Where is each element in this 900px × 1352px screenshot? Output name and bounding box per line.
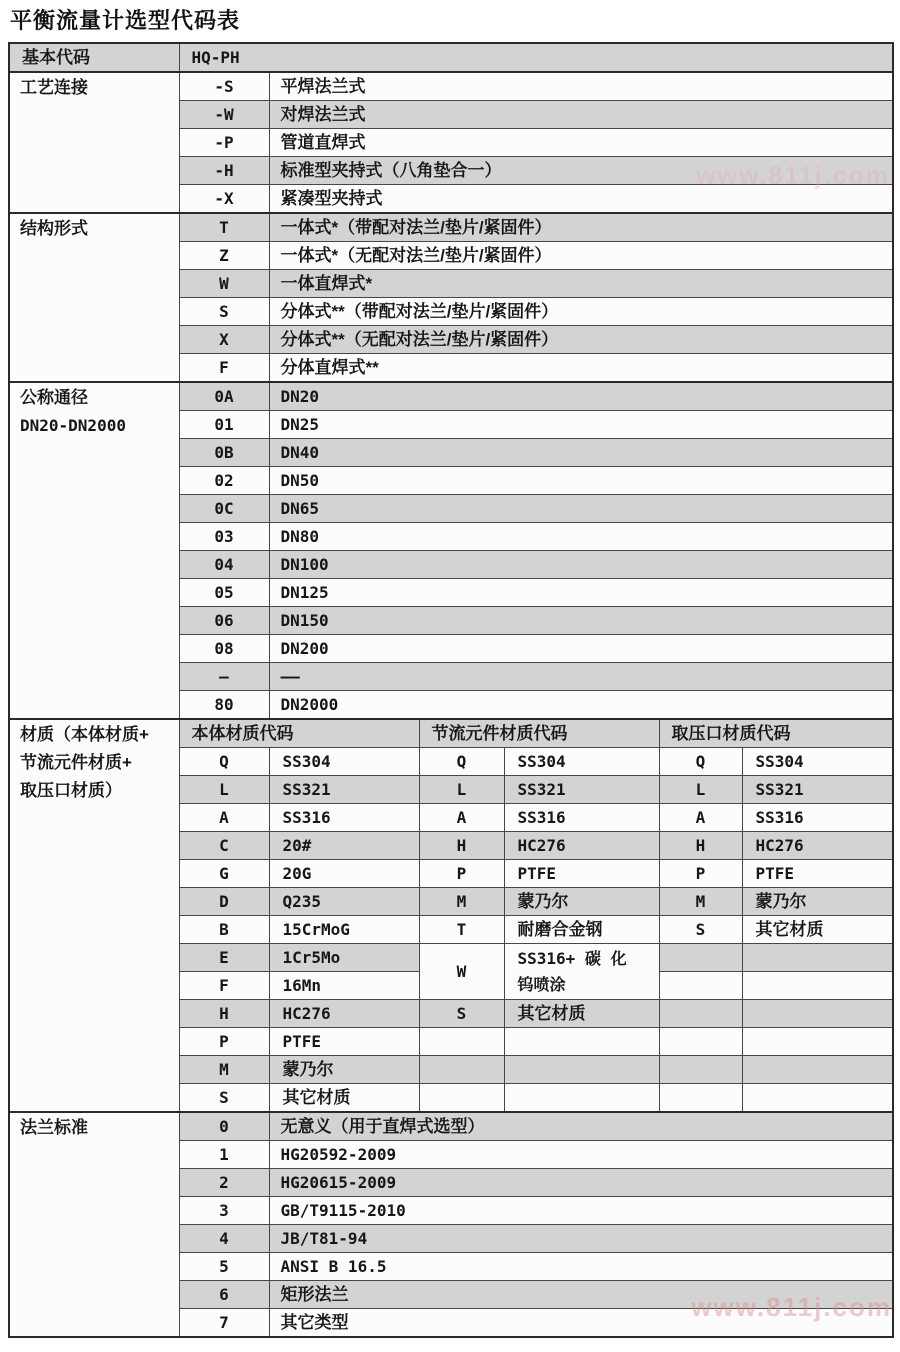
watermark-top: www.811j.com — [696, 162, 890, 190]
section-label-material — [9, 719, 179, 1112]
code-cell: 7 — [179, 1309, 269, 1338]
material-name-cell: PTFE — [742, 860, 893, 888]
material-name-cell: SS321 — [269, 776, 419, 804]
empty-cell — [419, 1084, 504, 1113]
material-column-header-body: 本体材质代码 — [179, 719, 419, 748]
material-code-cell: S — [179, 1084, 269, 1113]
empty-cell — [419, 1056, 504, 1084]
material-name-cell: SS321 — [742, 776, 893, 804]
material-label-line1: 材质（本体材质+ — [20, 725, 149, 744]
code-cell: 02 — [179, 467, 269, 495]
table-row — [9, 719, 893, 748]
material-code-cell: E — [179, 944, 269, 972]
material-name-cell: 20G — [269, 860, 419, 888]
section-label-flange-standard: 法兰标准 — [9, 1112, 179, 1337]
material-name-cell: 蒙乃尔 — [504, 888, 659, 916]
desc-cell: DN200 — [269, 635, 893, 663]
material-name-cell: SS316 — [742, 804, 893, 832]
desc-cell: DN65 — [269, 495, 893, 523]
table-row — [9, 382, 893, 411]
desc-cell: DN25 — [269, 411, 893, 439]
material-name-cell: 其它材质 — [504, 1000, 659, 1028]
material-code-cell: B — [179, 916, 269, 944]
watermark-bottom: www.811j.com — [691, 1292, 892, 1322]
material-name-cell: SS316 — [504, 804, 659, 832]
material-code-cell: S — [659, 916, 742, 944]
material-code-cell: Q — [179, 748, 269, 776]
code-cell: 80 — [179, 691, 269, 720]
material-code-cell: P — [419, 860, 504, 888]
desc-cell: 一体式*（带配对法兰/垫片/紧固件） — [269, 213, 893, 242]
material-name-line1: SS316+ 碳 化 — [517, 948, 627, 968]
material-column-header-tap: 取压口材质代码 — [659, 719, 893, 748]
desc-cell: DN50 — [269, 467, 893, 495]
material-code-cell: T — [419, 916, 504, 944]
desc-cell: 分体直焊式** — [269, 354, 893, 383]
empty-cell — [742, 1056, 893, 1084]
material-name-cell: 1Cr5Mo — [269, 944, 419, 972]
empty-cell — [659, 1028, 742, 1056]
table-row — [9, 72, 893, 101]
empty-cell — [659, 972, 742, 1000]
code-cell: 01 — [179, 411, 269, 439]
desc-cell: DN20 — [269, 382, 893, 411]
material-name-cell: 其它材质 — [742, 916, 893, 944]
material-code-cell: Q — [659, 748, 742, 776]
desc-cell: 一体式*（无配对法兰/垫片/紧固件） — [269, 242, 893, 270]
material-name-line2: 钨喷涂 — [517, 974, 566, 994]
empty-cell — [504, 1084, 659, 1113]
table-row — [9, 1112, 893, 1141]
material-code-cell: A — [659, 804, 742, 832]
diameter-label-line1: 公称通径 — [20, 388, 88, 407]
material-name-cell: SS304 — [504, 748, 659, 776]
empty-cell — [742, 944, 893, 972]
diameter-label-line2: DN20-DN2000 — [20, 416, 126, 435]
desc-cell: DN100 — [269, 551, 893, 579]
code-cell: 2 — [179, 1169, 269, 1197]
desc-cell: JB/T81-94 — [269, 1225, 893, 1253]
table-row — [9, 213, 893, 242]
code-cell: 0C — [179, 495, 269, 523]
desc-cell: HG20615-2009 — [269, 1169, 893, 1197]
empty-cell — [742, 1084, 893, 1113]
code-cell: 03 — [179, 523, 269, 551]
code-cell: S — [179, 298, 269, 326]
basic-code-value: HQ-PH — [179, 43, 893, 72]
desc-cell: 一体直焊式* — [269, 270, 893, 298]
selection-code-table — [8, 42, 894, 1338]
code-cell: 04 — [179, 551, 269, 579]
material-code-cell: G — [179, 860, 269, 888]
desc-cell: DN125 — [269, 579, 893, 607]
material-name-cell: 20# — [269, 832, 419, 860]
material-name-cell: 蒙乃尔 — [742, 888, 893, 916]
material-name-cell: 16Mn — [269, 972, 419, 1000]
code-cell: 1 — [179, 1141, 269, 1169]
empty-cell — [742, 972, 893, 1000]
desc-cell: 分体式**（带配对法兰/垫片/紧固件） — [269, 298, 893, 326]
material-code-cell: C — [179, 832, 269, 860]
material-code-cell: P — [659, 860, 742, 888]
desc-cell: GB/T9115-2010 — [269, 1197, 893, 1225]
material-code-cell: H — [419, 832, 504, 860]
section-label-nominal-diameter — [9, 382, 179, 719]
desc-cell: —— — [269, 663, 893, 691]
material-code-cell: S — [419, 1000, 504, 1028]
material-code-cell: L — [419, 776, 504, 804]
section-label-process-connection: 工艺连接 — [9, 72, 179, 213]
material-name-cell: HC276 — [504, 832, 659, 860]
material-name-cell — [504, 944, 659, 1000]
desc-cell: DN150 — [269, 607, 893, 635]
table-row — [9, 43, 893, 72]
material-name-cell: 蒙乃尔 — [269, 1056, 419, 1084]
empty-cell — [504, 1028, 659, 1056]
desc-cell: DN2000 — [269, 691, 893, 720]
material-column-header-throttle: 节流元件材质代码 — [419, 719, 659, 748]
desc-cell: 矩形法兰 — [269, 1281, 893, 1309]
code-cell: -X — [179, 185, 269, 214]
empty-cell — [659, 944, 742, 972]
material-code-cell: Q — [419, 748, 504, 776]
code-cell: -S — [179, 72, 269, 101]
code-cell: 4 — [179, 1225, 269, 1253]
desc-cell: 平焊法兰式 — [269, 72, 893, 101]
code-cell: 0A — [179, 382, 269, 411]
code-cell: 0B — [179, 439, 269, 467]
empty-cell — [742, 1028, 893, 1056]
desc-cell: HG20592-2009 — [269, 1141, 893, 1169]
material-code-cell: A — [419, 804, 504, 832]
code-cell: -P — [179, 129, 269, 157]
material-label-line2: 节流元件材质+ — [20, 753, 132, 772]
section-label-basic: 基本代码 — [9, 43, 179, 72]
code-cell: 05 — [179, 579, 269, 607]
material-name-cell: 15CrMoG — [269, 916, 419, 944]
desc-cell: 标准型夹持式（八角垫合一） — [269, 157, 893, 185]
material-code-cell: H — [179, 1000, 269, 1028]
material-name-cell: HC276 — [742, 832, 893, 860]
material-code-cell: L — [179, 776, 269, 804]
desc-cell: DN80 — [269, 523, 893, 551]
code-cell: 0 — [179, 1112, 269, 1141]
empty-cell — [659, 1084, 742, 1113]
code-cell: 6 — [179, 1281, 269, 1309]
desc-cell: ANSI B 16.5 — [269, 1253, 893, 1281]
material-code-cell: W — [419, 944, 504, 1000]
material-name-cell: PTFE — [269, 1028, 419, 1056]
material-code-cell: M — [419, 888, 504, 916]
empty-cell — [504, 1056, 659, 1084]
empty-cell — [419, 1028, 504, 1056]
material-name-cell: SS304 — [742, 748, 893, 776]
material-code-cell: L — [659, 776, 742, 804]
code-cell: W — [179, 270, 269, 298]
material-code-cell: H — [659, 832, 742, 860]
desc-cell: 紧凑型夹持式 — [269, 185, 893, 214]
code-cell: — — [179, 663, 269, 691]
material-name-cell: SS321 — [504, 776, 659, 804]
code-cell: 06 — [179, 607, 269, 635]
material-name-cell: 耐磨合金钢 — [504, 916, 659, 944]
material-name-cell: SS304 — [269, 748, 419, 776]
material-code-cell: F — [179, 972, 269, 1000]
material-name-cell: HC276 — [269, 1000, 419, 1028]
code-cell: -H — [179, 157, 269, 185]
desc-cell: 对焊法兰式 — [269, 101, 893, 129]
material-code-cell: D — [179, 888, 269, 916]
material-name-cell: Q235 — [269, 888, 419, 916]
material-name-cell: 其它材质 — [269, 1084, 419, 1113]
material-code-cell: A — [179, 804, 269, 832]
empty-cell — [659, 1056, 742, 1084]
code-cell: X — [179, 326, 269, 354]
empty-cell — [659, 1000, 742, 1028]
material-name-cell: PTFE — [504, 860, 659, 888]
code-cell: 5 — [179, 1253, 269, 1281]
code-cell: Z — [179, 242, 269, 270]
desc-cell: DN40 — [269, 439, 893, 467]
material-name-cell: SS316 — [269, 804, 419, 832]
code-cell: 3 — [179, 1197, 269, 1225]
page-title: 平衡流量计选型代码表 — [10, 8, 241, 33]
desc-cell: 其它类型 — [269, 1309, 893, 1338]
material-label-line3: 取压口材质） — [20, 781, 122, 800]
material-code-cell: M — [179, 1056, 269, 1084]
code-cell: T — [179, 213, 269, 242]
desc-cell: 分体式**（无配对法兰/垫片/紧固件） — [269, 326, 893, 354]
desc-cell: 无意义（用于直焊式选型） — [269, 1112, 893, 1141]
code-cell: F — [179, 354, 269, 383]
section-label-structure-type: 结构形式 — [9, 213, 179, 382]
material-code-cell: M — [659, 888, 742, 916]
code-cell: 08 — [179, 635, 269, 663]
empty-cell — [742, 1000, 893, 1028]
code-cell: -W — [179, 101, 269, 129]
material-code-cell: P — [179, 1028, 269, 1056]
desc-cell: 管道直焊式 — [269, 129, 893, 157]
